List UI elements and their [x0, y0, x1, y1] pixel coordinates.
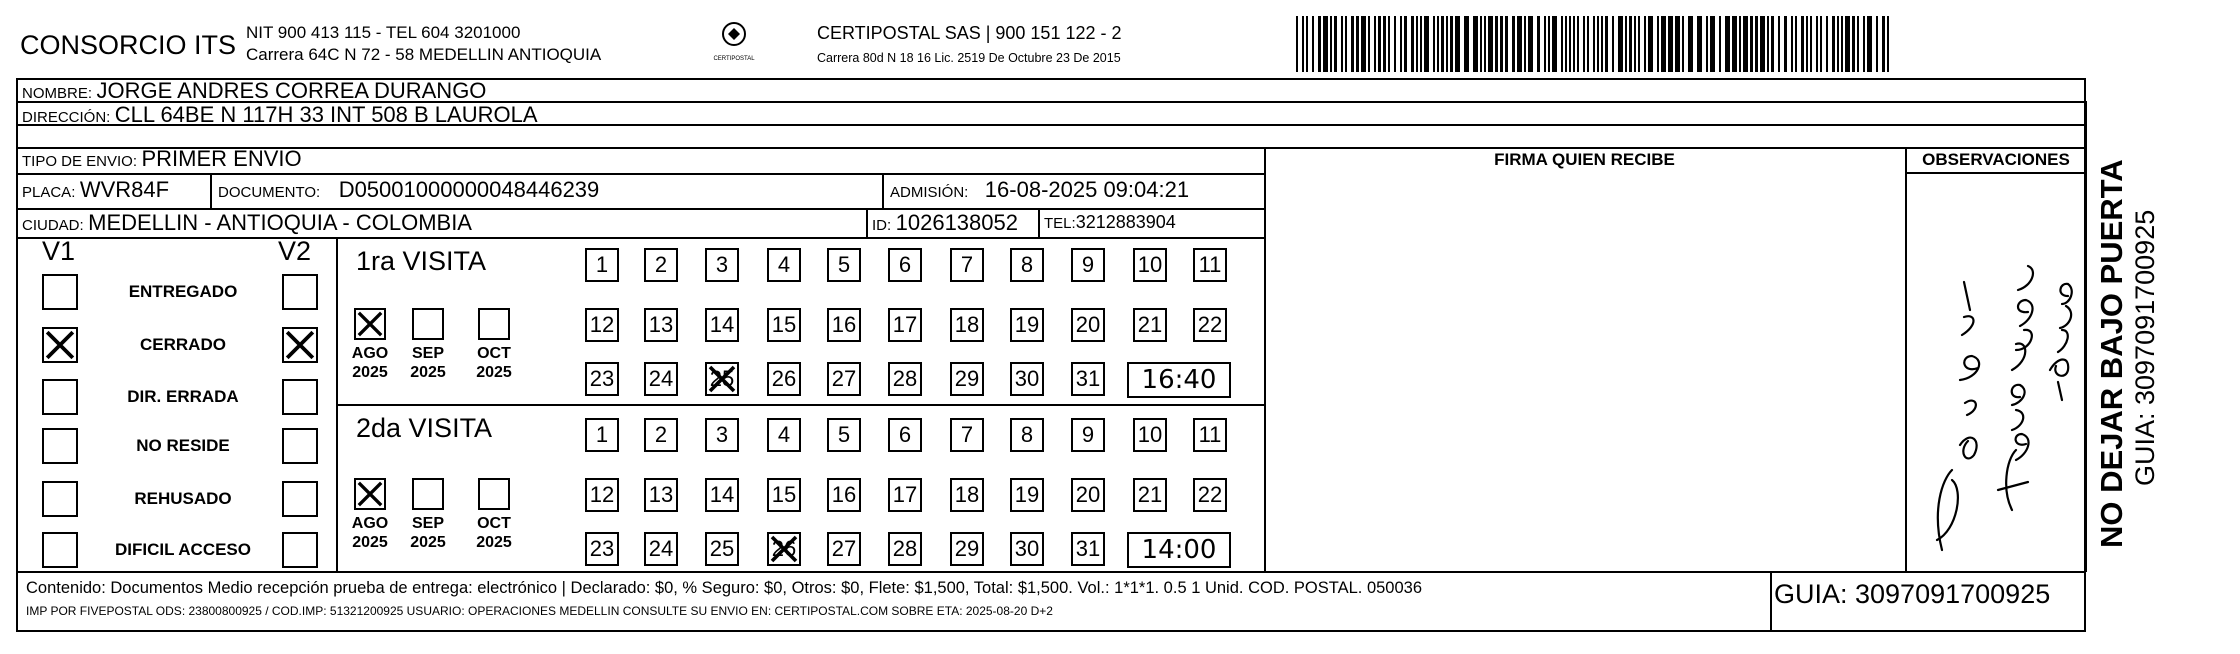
nombre-value: JORGE ANDRES CORREA DURANGO: [96, 78, 487, 103]
visit1-day-box[interactable]: 16: [827, 308, 861, 342]
visit2-day-box[interactable]: 30: [1010, 532, 1044, 566]
visit2-month-label: AGO 2025: [351, 515, 389, 551]
status-label: REHUSADO: [134, 489, 232, 508]
visit2-day-box[interactable]: 8: [1010, 418, 1044, 452]
check-mark-icon: [769, 534, 799, 564]
documento-field: [218, 177, 599, 203]
status-label: DIR. ERRADA: [127, 387, 239, 406]
visit2-day-box[interactable]: 7: [950, 418, 984, 452]
visit2-day-box[interactable]: 15: [767, 478, 801, 512]
visit1-day-box[interactable]: 5: [827, 248, 861, 282]
ciudad-field: [22, 210, 472, 236]
visit1-day-box[interactable]: 8: [1010, 248, 1044, 282]
visit2-day-box[interactable]: 20: [1071, 478, 1105, 512]
visit1-month-checkbox[interactable]: [412, 308, 444, 340]
visit1-day-box[interactable]: 26: [767, 362, 801, 396]
placa-label: PLACA:: [22, 184, 76, 201]
check-mark-icon: [707, 364, 737, 394]
certipostal-logo-icon: [700, 18, 768, 72]
visit1-day-box[interactable]: 14: [705, 308, 739, 342]
v1-checkbox[interactable]: [42, 274, 78, 310]
visit1-day-box[interactable]: 31: [1071, 362, 1105, 396]
visit1-day-box[interactable]: 20: [1071, 308, 1105, 342]
v2-checkbox[interactable]: [282, 481, 318, 517]
placa-value: WVR84F: [79, 177, 170, 202]
tipo-row: [22, 146, 302, 172]
visit1-month-label: AGO 2025: [351, 345, 389, 381]
tel-field: [1044, 212, 1176, 233]
visit1-time-box[interactable]: 16:40: [1127, 362, 1231, 398]
v2-checkbox[interactable]: [282, 379, 318, 415]
tipo-label: TIPO DE ENVIO:: [22, 153, 138, 170]
visit2-day-box[interactable]: 6: [888, 418, 922, 452]
visit2-month-checkbox[interactable]: [478, 478, 510, 510]
check-mark-icon: [44, 329, 76, 361]
company-nit: NIT 900 413 115 - TEL 604 3201000: [246, 23, 521, 42]
imp-text: IMP POR FIVEPOSTAL ODS: 23800800925 / COD.IMP: 51321200925 USUARIO: OPERACIONES MEDELLIN CONSULTE SU ENVIO EN: CERTIPOSTAL.COM SOBRE ETA: 2025-08-20 D+2: [26, 604, 1053, 618]
visit1-day-box[interactable]: 2: [644, 248, 678, 282]
visit2-day-box[interactable]: 12: [585, 478, 619, 512]
visit2-time-box[interactable]: 14:00: [1127, 532, 1231, 568]
visit2-day-box[interactable]: 22: [1193, 478, 1227, 512]
v1-checkbox[interactable]: [42, 481, 78, 517]
id-field: [872, 210, 1018, 236]
visit2-day-box[interactable]: 2: [644, 418, 678, 452]
visit1-day-box[interactable]: 18: [950, 308, 984, 342]
visit2-day-box[interactable]: 28: [888, 532, 922, 566]
tel-label: TEL:: [1044, 215, 1076, 232]
documento-label: DOCUMENTO:: [218, 184, 321, 201]
visit2-day-box[interactable]: 14: [705, 478, 739, 512]
visit2-day-box[interactable]: 11: [1193, 418, 1227, 452]
visit1-day-box[interactable]: 21: [1133, 308, 1167, 342]
status-label: ENTREGADO: [128, 282, 238, 301]
company-name: CONSORCIO ITS: [20, 30, 237, 60]
visit1-day-box[interactable]: 22: [1193, 308, 1227, 342]
v1-checkbox[interactable]: [42, 327, 78, 363]
visit1-day-box[interactable]: 19: [1010, 308, 1044, 342]
nombre-label: NOMBRE:: [22, 85, 93, 102]
v1-checkbox[interactable]: [42, 379, 78, 415]
admision-label: ADMISIÓN:: [890, 184, 969, 201]
visit2-day-box[interactable]: 3: [705, 418, 739, 452]
observaciones-label: OBSERVACIONES: [1922, 150, 2070, 169]
ciudad-label: CIUDAD:: [22, 217, 84, 234]
barcode: [1296, 16, 1890, 72]
admision-value: 16-08-2025 09:04:21: [984, 177, 1190, 202]
status-label: NO RESIDE: [136, 436, 230, 455]
check-mark-icon: [356, 480, 384, 508]
visit1-day-box[interactable]: 12: [585, 308, 619, 342]
visit1-day-box[interactable]: 29: [950, 362, 984, 396]
visit2-day-box[interactable]: 9: [1071, 418, 1105, 452]
visit2-day-box[interactable]: 1: [585, 418, 619, 452]
visit2-day-box[interactable]: 16: [827, 478, 861, 512]
visit2-title: 2da VISITA: [356, 413, 493, 443]
certipostal-name: CERTIPOSTAL SAS | 900 151 122 - 2: [817, 23, 1122, 43]
visit1-day-box[interactable]: 1: [585, 248, 619, 282]
visit2-day-box[interactable]: 19: [1010, 478, 1044, 512]
visit1-day-box[interactable]: 7: [950, 248, 984, 282]
id-label: ID:: [872, 217, 892, 234]
status-label: DIFICIL ACCESO: [114, 540, 251, 559]
visit2-month-checkbox[interactable]: [412, 478, 444, 510]
visit1-day-box[interactable]: 23: [585, 362, 619, 396]
nombre-row: [22, 78, 486, 104]
v2-checkbox[interactable]: [282, 327, 318, 363]
visit2-day-box[interactable]: 25: [705, 532, 739, 566]
contenido-text: Contenido: Documentos Medio recepción prueba de entrega: electrónico | Declarado: $0, % Seguro: $0, Otros: $0, Flete: $1,500, Total: $1,500. Vol.: 1*1*1. 0.5 1 Unid. COD. POSTAL. 050036: [26, 579, 1423, 597]
visit1-month-checkbox[interactable]: [354, 308, 386, 340]
direccion-row: [22, 102, 538, 128]
visit2-day-box[interactable]: 21: [1133, 478, 1167, 512]
tel-value: 3212883904: [1075, 212, 1176, 232]
direccion-label: DIRECCIÓN:: [22, 109, 111, 126]
visit1-day-box[interactable]: 25: [705, 362, 739, 396]
visit1-day-box[interactable]: 3: [705, 248, 739, 282]
no-dejar-warning: NO DEJAR BAJO PUERTA: [2094, 159, 2129, 548]
logo-text: CERTIPOSTAL: [713, 56, 755, 62]
v2-checkbox[interactable]: [282, 428, 318, 464]
visit2-day-box[interactable]: 23: [585, 532, 619, 566]
visit1-day-box[interactable]: 13: [644, 308, 678, 342]
visit1-day-box[interactable]: 28: [888, 362, 922, 396]
visit2-day-box[interactable]: 24: [644, 532, 678, 566]
visit2-day-box[interactable]: 5: [827, 418, 861, 452]
visit2-day-box[interactable]: 17: [888, 478, 922, 512]
v1-checkbox[interactable]: [42, 428, 78, 464]
visit2-day-box[interactable]: 27: [827, 532, 861, 566]
admision-field: [890, 177, 1189, 203]
visit2-month-label: OCT 2025: [476, 515, 512, 551]
company-address: Carrera 64C N 72 - 58 MEDELLIN ANTIOQUIA: [246, 45, 602, 64]
visit1-day-box[interactable]: 27: [827, 362, 861, 396]
documento-value: D05001000000048446239: [338, 177, 600, 202]
footer-guia: GUIA: 3097091700925: [1774, 579, 2051, 609]
visit1-day-box[interactable]: 6: [888, 248, 922, 282]
visit2-day-box[interactable]: 4: [767, 418, 801, 452]
firma-label: FIRMA QUIEN RECIBE: [1494, 150, 1675, 169]
visit1-day-box[interactable]: 11: [1193, 248, 1227, 282]
v2-checkbox[interactable]: [282, 274, 318, 310]
visit1-day-box[interactable]: 24: [644, 362, 678, 396]
tipo-value: PRIMER ENVIO: [141, 146, 302, 171]
visit1-day-box[interactable]: 4: [767, 248, 801, 282]
ciudad-value: MEDELLIN - ANTIOQUIA - COLOMBIA: [88, 210, 472, 235]
visit1-month-checkbox[interactable]: [478, 308, 510, 340]
certipostal-address: Carrera 80d N 18 16 Lic. 2519 De Octubre 23 De 2015: [817, 51, 1121, 65]
direccion-value: CLL 64BE N 117H 33 INT 508 B LAUROLA: [114, 102, 538, 127]
v1-checkbox[interactable]: [42, 532, 78, 568]
v2-label: V2: [278, 236, 312, 266]
v1-label: V1: [42, 236, 76, 266]
visit1-month-label: OCT 2025: [476, 345, 512, 381]
visit1-day-box[interactable]: 17: [888, 308, 922, 342]
visit2-day-box[interactable]: 18: [950, 478, 984, 512]
check-mark-icon: [284, 329, 316, 361]
company-details: [246, 22, 601, 66]
visit1-day-box[interactable]: 30: [1010, 362, 1044, 396]
visit2-day-box[interactable]: 29: [950, 532, 984, 566]
side-guia: GUIA: 3097091700925: [2130, 209, 2160, 486]
observaciones-handwriting: [1912, 240, 2082, 568]
visit1-day-box[interactable]: 9: [1071, 248, 1105, 282]
visit2-month-checkbox[interactable]: [354, 478, 386, 510]
visit2-day-box[interactable]: 31: [1071, 532, 1105, 566]
placa-field: [22, 177, 169, 203]
status-label: CERRADO: [140, 335, 226, 354]
visit1-title: 1ra VISITA: [356, 246, 487, 276]
visit2-day-box[interactable]: 10: [1133, 418, 1167, 452]
v2-checkbox[interactable]: [282, 532, 318, 568]
id-value: 1026138052: [895, 210, 1018, 235]
visit2-day-box[interactable]: 26: [767, 532, 801, 566]
visit1-day-box[interactable]: 10: [1133, 248, 1167, 282]
check-mark-icon: [356, 310, 384, 338]
visit2-month-label: SEP 2025: [410, 515, 446, 551]
visit1-day-box[interactable]: 15: [767, 308, 801, 342]
visit1-month-label: SEP 2025: [410, 345, 446, 381]
visit2-day-box[interactable]: 13: [644, 478, 678, 512]
